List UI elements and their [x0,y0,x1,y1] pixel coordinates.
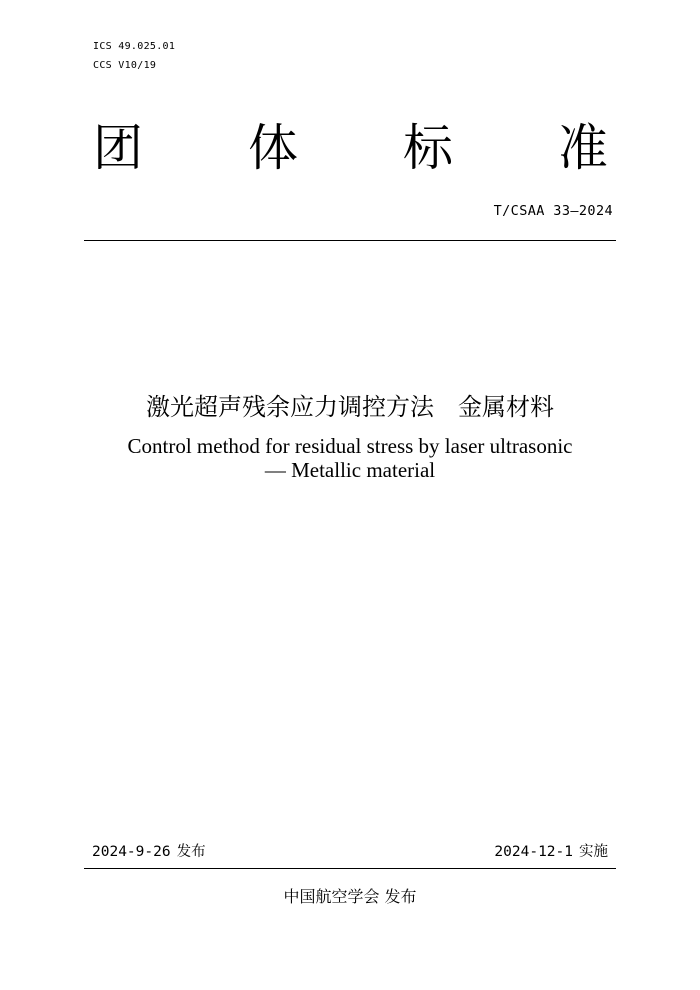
title-char: 团 [93,119,143,177]
ics-code: ICS 49.025.01 [93,41,176,52]
chinese-title: 激光超声残余应力调控方法 金属材料 [146,393,554,421]
english-title-line-1: Control method for residual stress by laser ultrasonic [127,434,573,458]
issue-label: 发布 [176,844,206,860]
top-divider [84,240,616,241]
document-type-title [93,118,608,178]
implementation-label: 实施 [579,844,608,860]
issue-date-block [92,842,206,862]
implementation-date-block [494,842,608,862]
bottom-divider [84,868,616,869]
implementation-date: 2024-12-1 [494,844,573,860]
title-char: 体 [248,119,298,177]
title-char: 标 [403,119,453,177]
english-title-line-2: — Metallic material [264,458,436,482]
publisher: 中国航空学会 发布 [283,887,417,906]
standard-number: T/CSAA 33—2024 [493,203,613,219]
ccs-code: CCS V10/19 [93,60,157,71]
issue-date: 2024-9-26 [92,844,171,860]
title-char: 准 [558,119,608,177]
